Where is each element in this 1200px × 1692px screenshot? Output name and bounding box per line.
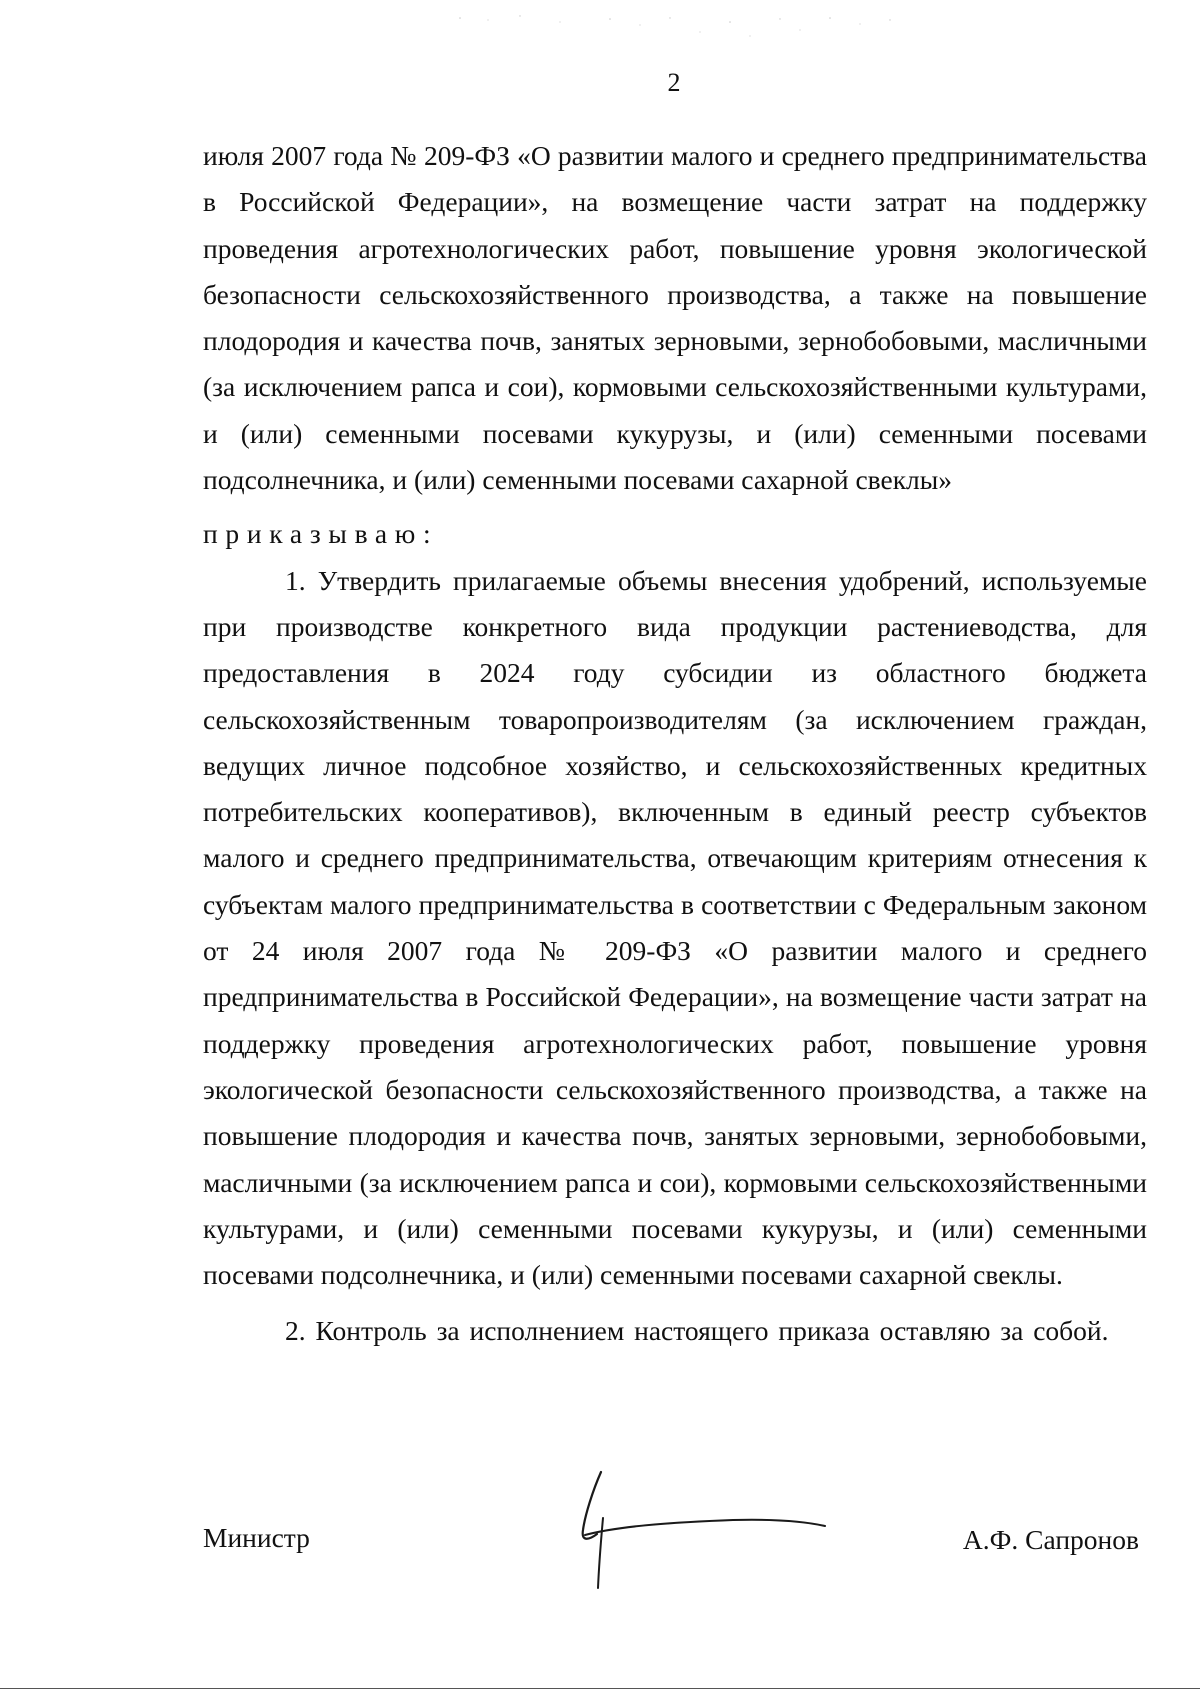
order-item-2: 2. Контроль за исполнением настоящего приказа оставляю за собой. [285, 1315, 1109, 1347]
signer-position: Министр [203, 1522, 310, 1553]
order-keyword: приказываю: [203, 518, 439, 550]
page-number: 2 [667, 68, 681, 97]
handwritten-signature [563, 1470, 833, 1590]
signature-block [203, 1470, 1147, 1620]
page-bottom-edge [0, 1688, 1200, 1689]
document-body [203, 133, 1147, 1355]
order-item-1: 1. Утвердить прилагаемые объемы внесения удобрений, используемые при производстве конкретного вида продукции растениеводства, для предоставления в 2024 году субсидии из областного бюджета сельскохозяйственным товаропроизводителям (за исключением граждан, ведущих личное подсобное хозяйство, и сельскохозяйственных кредитных потребительских кооперативов), включенным в единый реестр субъектов малого и среднего предпринимательства, отвечающим критериям отнесения к субъектам малого предпринимательства в соответствии с Федеральным законом от 24 июля 2007 года № 209-ФЗ «О развитии малого и среднего предпринимательства в Российской Федерации», на возмещение части затрат на поддержку проведения агротехнологических работ, повышение уровня экологической безопасности сельскохозяйственного производства, а также на повышение плодородия и качества почв, занятых зерновыми, зернобобовыми, масличными (за исключением рапса и сои), кормовыми сельскохозяйственными культурами, и (или) семенными посевами кукурузы, и (или) семенными посевами подсолнечника, и (или) семенными посевами сахарной свеклы. [203, 564, 1147, 1291]
preamble-paragraph: июля 2007 года № 209-ФЗ «О развитии малого и среднего предпринимательства в Российской Федерации», на возмещение части затрат на поддержку проведения агротехнологических работ, повышение уровня экологической безопасности сельскохозяйственного производства, а также на повышение плодородия и качества почв, занятых зерновыми, зернобобовыми, масличными (за исключением рапса и сои), кормовыми сельскохозяйственными культурами, и (или) семенными посевами кукурузы, и (или) семенными посевами подсолнечника, и (или) семенными посевами сахарной свеклы» [203, 140, 1147, 496]
scan-noise-marks [440, 10, 920, 50]
signer-name: А.Ф. Сапронов [962, 1524, 1139, 1555]
